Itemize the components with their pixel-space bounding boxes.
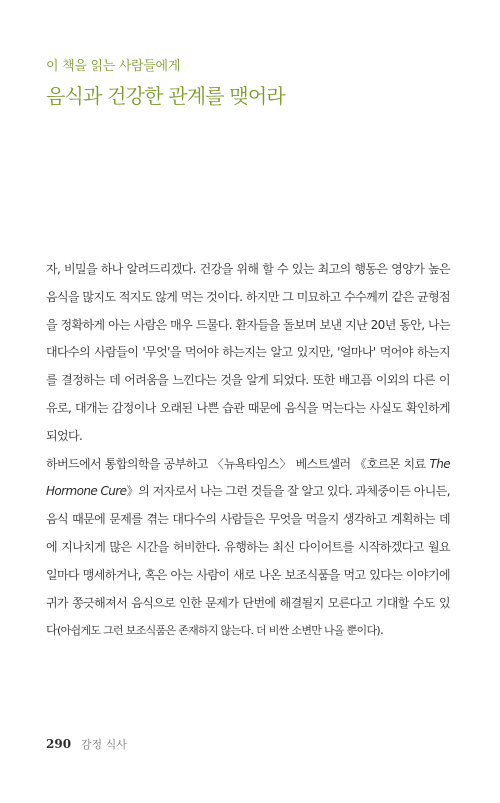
page-footer — [46, 736, 127, 753]
chapter-subtitle: 이 책을 읽는 사람들에게 — [46, 59, 181, 74]
book-english-title: The Hormone Cure — [46, 456, 450, 499]
chapter-title: 음식과 건강한 관계를 맺어라 — [46, 84, 285, 108]
body-text — [46, 256, 450, 645]
paragraph-1: 자, 비밀을 하나 알려드리겠다. 건강을 위해 할 수 있는 최고의 행동은 영양가 높은 음식을 많지도 적지도 않게 먹는 것이다. 하지만 그 미묘하고 수수께끼 같은 균형점을 정확하게 아는 사람은 매우 드물다. 환자들을 돌보며 보낸 지난 20년 동안, 나는 대다수의 사람들이 '무엇'을 먹어야 하는지는 알고 있지만, '얼마나' 먹어야 하는지를 결정하는 데 어려움을 느낀다는 것을 알게 되었다. 또한 배고픔 이외의 다른 이유로, 대개는 감정이나 오래된 나쁜 습관 때문에 음식을 먹는다는 사실도 확인하게 되었다. — [46, 262, 450, 443]
running-book-title: 감정 식사 — [80, 738, 127, 751]
chapter-header — [46, 58, 466, 110]
page-number: 290 — [46, 737, 72, 751]
paragraph-2-aside: (아쉽게도 그런 보조식품은 존재하지 않는다. 더 비싼 소변만 나올 뿐이다) — [57, 624, 381, 638]
paragraph-2-part-1: 하버드에서 통합의학을 공부하고 〈뉴욕타임스〉 베스트셀러 《호르몬 치료 — [46, 456, 430, 471]
paragraph-2-end: . — [380, 623, 384, 638]
paragraph-2-part-2: 》의 저자로서 나는 그런 것들을 잘 알고 있다. 과체중이든 아니든, 음식 때문에 문제를 겪는 대다수의 사람들은 무엇을 먹을지 생각하고 계획하는 데에 지나치게 많은 시간을 허비한다. 유행하는 최신 다이어트를 시작하겠다고 월요일마다 맹세하거나, 혹은 아는 사람이 새로 나온 보조식품을 먹고 있다는 이야기에 귀가 쫑긋해져서 음식으로 인한 문제가 단번에 해결될지 모른다고 기대할 수도 있다 — [46, 484, 451, 638]
paragraph-2 — [46, 451, 450, 646]
